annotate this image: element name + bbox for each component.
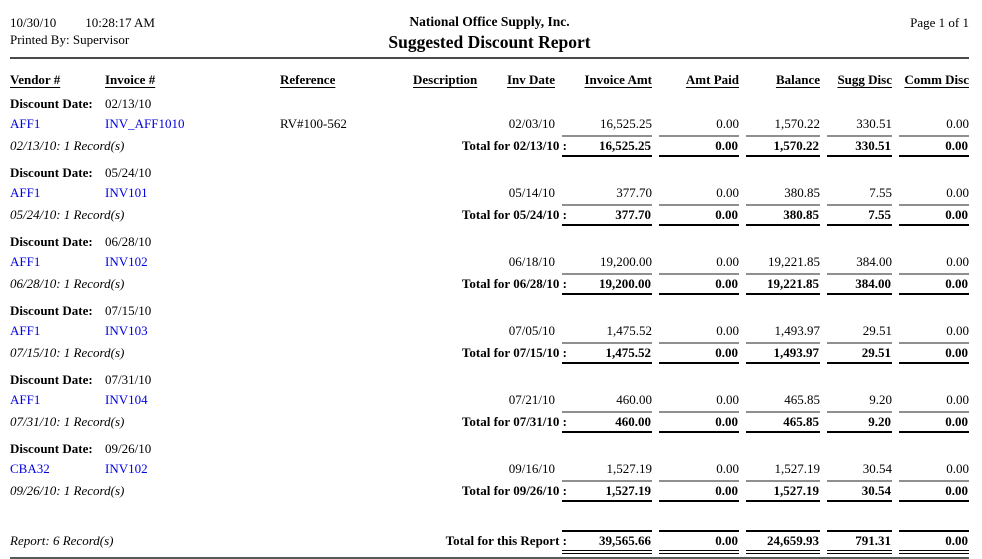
invoice-row: [10, 184, 969, 201]
invoice-row: [10, 322, 969, 339]
group-total-sugg-disc: 30.54: [827, 480, 892, 502]
group-total-amt-paid: 0.00: [659, 273, 739, 295]
invoice-row: [10, 460, 969, 477]
report-header: [10, 14, 969, 53]
discount-date-group: [10, 164, 969, 226]
discount-date-row: [10, 164, 969, 181]
group-record-count: 09/26/10: 1 Record(s): [10, 483, 125, 498]
col-header-reference: Reference: [280, 72, 336, 87]
invoice-amt-cell: 377.70: [616, 185, 652, 200]
printed-by: Printed By: Supervisor: [10, 32, 130, 47]
group-total-amt-paid: 0.00: [659, 135, 739, 157]
group-total-balance: 1,527.19: [746, 480, 820, 502]
report-total-comm-disc: 0.00: [899, 530, 969, 554]
vendor-link[interactable]: AFF1: [10, 185, 41, 200]
col-header-description: Description: [413, 72, 478, 87]
vendor-link[interactable]: AFF1: [10, 323, 41, 338]
discount-date-value: 07/31/10: [105, 372, 152, 387]
col-header-invoice-amt: Invoice Amt: [584, 72, 652, 87]
balance-cell: 465.85: [784, 392, 820, 407]
amt-paid-cell: 0.00: [716, 254, 739, 269]
group-total-invoice-amt: 460.00: [562, 411, 652, 433]
comm-disc-cell: 0.00: [946, 185, 969, 200]
header-divider: [10, 57, 969, 59]
col-header-vendor: Vendor #: [10, 72, 61, 87]
balance-cell: 1,493.97: [774, 323, 820, 338]
group-total-sugg-disc: 330.51: [827, 135, 892, 157]
invoice-amt-cell: 1,527.19: [606, 461, 652, 476]
amt-paid-cell: 0.00: [716, 116, 739, 131]
column-headers: [10, 72, 969, 88]
invoice-row: [10, 115, 969, 132]
comm-disc-cell: 0.00: [946, 323, 969, 338]
comm-disc-cell: 0.00: [946, 392, 969, 407]
discount-date-label: Discount Date:: [10, 441, 93, 456]
group-total-invoice-amt: 19,200.00: [562, 273, 652, 295]
sugg-disc-cell: 7.55: [869, 185, 892, 200]
discount-date-row: [10, 233, 969, 250]
invoice-amt-cell: 16,525.25: [600, 116, 652, 131]
discount-date-value: 07/15/10: [105, 303, 152, 318]
vendor-link[interactable]: AFF1: [10, 254, 41, 269]
group-total-comm-disc: 0.00: [899, 273, 969, 295]
report-titles: [260, 14, 719, 53]
group-total-comm-disc: 0.00: [899, 411, 969, 433]
discount-date-row: [10, 440, 969, 457]
group-record-count: 02/13/10: 1 Record(s): [10, 138, 125, 153]
discount-date-value: 06/28/10: [105, 234, 152, 249]
discount-date-group: [10, 233, 969, 295]
group-record-count: 07/31/10: 1 Record(s): [10, 414, 125, 429]
invoice-amt-cell: 460.00: [616, 392, 652, 407]
group-total-row: [10, 204, 969, 226]
group-record-count: 05/24/10: 1 Record(s): [10, 207, 125, 222]
report-total-invoice-amt: 39,565.66: [562, 530, 652, 554]
group-total-sugg-disc: 384.00: [827, 273, 892, 295]
sugg-disc-cell: 30.54: [862, 461, 892, 476]
group-total-amt-paid: 0.00: [659, 411, 739, 433]
group-total-label: Total for 09/26/10 :: [461, 483, 567, 498]
col-header-invoice: Invoice #: [105, 72, 156, 87]
group-total-row: [10, 480, 969, 502]
discount-date-label: Discount Date:: [10, 165, 93, 180]
group-total-invoice-amt: 1,475.52: [562, 342, 652, 364]
group-total-balance: 465.85: [746, 411, 820, 433]
report-total-balance: 24,659.93: [746, 530, 820, 554]
group-total-balance: 380.85: [746, 204, 820, 226]
sugg-disc-cell: 330.51: [856, 116, 892, 131]
group-total-invoice-amt: 377.70: [562, 204, 652, 226]
page-indicator: Page 1 of 1: [910, 15, 969, 30]
discount-date-value: 02/13/10: [105, 96, 152, 111]
inv-date-cell: 07/21/10: [508, 392, 555, 407]
discount-date-group: [10, 440, 969, 502]
group-total-invoice-amt: 16,525.25: [562, 135, 652, 157]
inv-date-cell: 05/14/10: [508, 185, 555, 200]
invoice-link[interactable]: INV102: [105, 461, 148, 476]
group-total-sugg-disc: 9.20: [827, 411, 892, 433]
group-total-comm-disc: 0.00: [899, 135, 969, 157]
balance-cell: 19,221.85: [768, 254, 820, 269]
col-header-comm-disc: Comm Disc: [904, 72, 969, 87]
group-total-row: [10, 411, 969, 433]
group-total-label: Total for 07/31/10 :: [461, 414, 567, 429]
col-header-balance: Balance: [775, 72, 820, 87]
discount-date-label: Discount Date:: [10, 96, 93, 111]
balance-cell: 1,570.22: [774, 116, 820, 131]
invoice-link[interactable]: INV_AFF1010: [105, 116, 185, 131]
comm-disc-cell: 0.00: [946, 461, 969, 476]
inv-date-cell: 06/18/10: [508, 254, 555, 269]
group-total-row: [10, 273, 969, 295]
discount-date-label: Discount Date:: [10, 372, 93, 387]
amt-paid-cell: 0.00: [716, 185, 739, 200]
print-info: [10, 14, 260, 49]
discount-date-row: [10, 371, 969, 388]
group-total-amt-paid: 0.00: [659, 342, 739, 364]
inv-date-cell: 09/16/10: [508, 461, 555, 476]
group-total-comm-disc: 0.00: [899, 480, 969, 502]
group-total-balance: 1,570.22: [746, 135, 820, 157]
group-total-balance: 19,221.85: [746, 273, 820, 295]
discount-date-label: Discount Date:: [10, 303, 93, 318]
balance-cell: 380.85: [784, 185, 820, 200]
amt-paid-cell: 0.00: [716, 323, 739, 338]
report-total-label: Total for this Report :: [445, 533, 567, 548]
company-name: National Office Supply, Inc.: [409, 14, 570, 29]
inv-date-cell: 07/05/10: [508, 323, 555, 338]
discount-date-label: Discount Date:: [10, 234, 93, 249]
group-total-sugg-disc: 29.51: [827, 342, 892, 364]
group-total-label: Total for 07/15/10 :: [461, 345, 567, 360]
sugg-disc-cell: 29.51: [862, 323, 892, 338]
group-record-count: 06/28/10: 1 Record(s): [10, 276, 125, 291]
group-total-label: Total for 06/28/10 :: [461, 276, 567, 291]
group-total-comm-disc: 0.00: [899, 204, 969, 226]
vendor-link[interactable]: CBA32: [10, 461, 50, 476]
col-header-inv-date: Inv Date: [506, 72, 555, 87]
group-total-amt-paid: 0.00: [659, 204, 739, 226]
invoice-row: [10, 253, 969, 270]
amt-paid-cell: 0.00: [716, 392, 739, 407]
invoice-link[interactable]: INV101: [105, 185, 148, 200]
invoice-link[interactable]: INV104: [105, 392, 148, 407]
discount-date-row: [10, 95, 969, 112]
invoice-amt-cell: 1,475.52: [606, 323, 652, 338]
page-title: Suggested Discount Report: [388, 32, 591, 52]
vendor-link[interactable]: AFF1: [10, 392, 41, 407]
report-body: [10, 95, 969, 502]
report-total-sugg-disc: 791.31: [827, 530, 892, 554]
group-total-comm-disc: 0.00: [899, 342, 969, 364]
col-header-sugg-disc: Sugg Disc: [837, 72, 892, 87]
group-total-row: [10, 342, 969, 364]
invoice-link[interactable]: INV102: [105, 254, 148, 269]
group-total-sugg-disc: 7.55: [827, 204, 892, 226]
group-total-invoice-amt: 1,527.19: [562, 480, 652, 502]
discount-date-value: 05/24/10: [105, 165, 152, 180]
amt-paid-cell: 0.00: [716, 461, 739, 476]
inv-date-cell: 02/03/10: [508, 116, 555, 131]
group-total-amt-paid: 0.00: [659, 480, 739, 502]
group-total-label: Total for 05/24/10 :: [461, 207, 567, 222]
sugg-disc-cell: 9.20: [869, 392, 892, 407]
group-record-count: 07/15/10: 1 Record(s): [10, 345, 125, 360]
report-total-row: [10, 530, 969, 554]
group-total-row: [10, 135, 969, 157]
discount-date-value: 09/26/10: [105, 441, 152, 456]
report-total-amt-paid: 0.00: [659, 530, 739, 554]
group-total-balance: 1,493.97: [746, 342, 820, 364]
sugg-disc-cell: 384.00: [856, 254, 892, 269]
report-record-count: Report: 6 Record(s): [10, 533, 114, 548]
comm-disc-cell: 0.00: [946, 116, 969, 131]
comm-disc-cell: 0.00: [946, 254, 969, 269]
reference-cell: RV#100-562: [280, 116, 347, 131]
discount-date-group: [10, 302, 969, 364]
group-total-label: Total for 02/13/10 :: [461, 138, 567, 153]
discount-date-group: [10, 95, 969, 157]
discount-date-group: [10, 371, 969, 433]
print-time: 10:28:17 AM: [85, 15, 155, 30]
invoice-link[interactable]: INV103: [105, 323, 148, 338]
col-header-amt-paid: Amt Paid: [685, 72, 739, 87]
vendor-link[interactable]: AFF1: [10, 116, 41, 131]
invoice-amt-cell: 19,200.00: [600, 254, 652, 269]
balance-cell: 1,527.19: [774, 461, 820, 476]
print-date: 10/30/10: [10, 15, 57, 30]
discount-date-row: [10, 302, 969, 319]
invoice-row: [10, 391, 969, 408]
